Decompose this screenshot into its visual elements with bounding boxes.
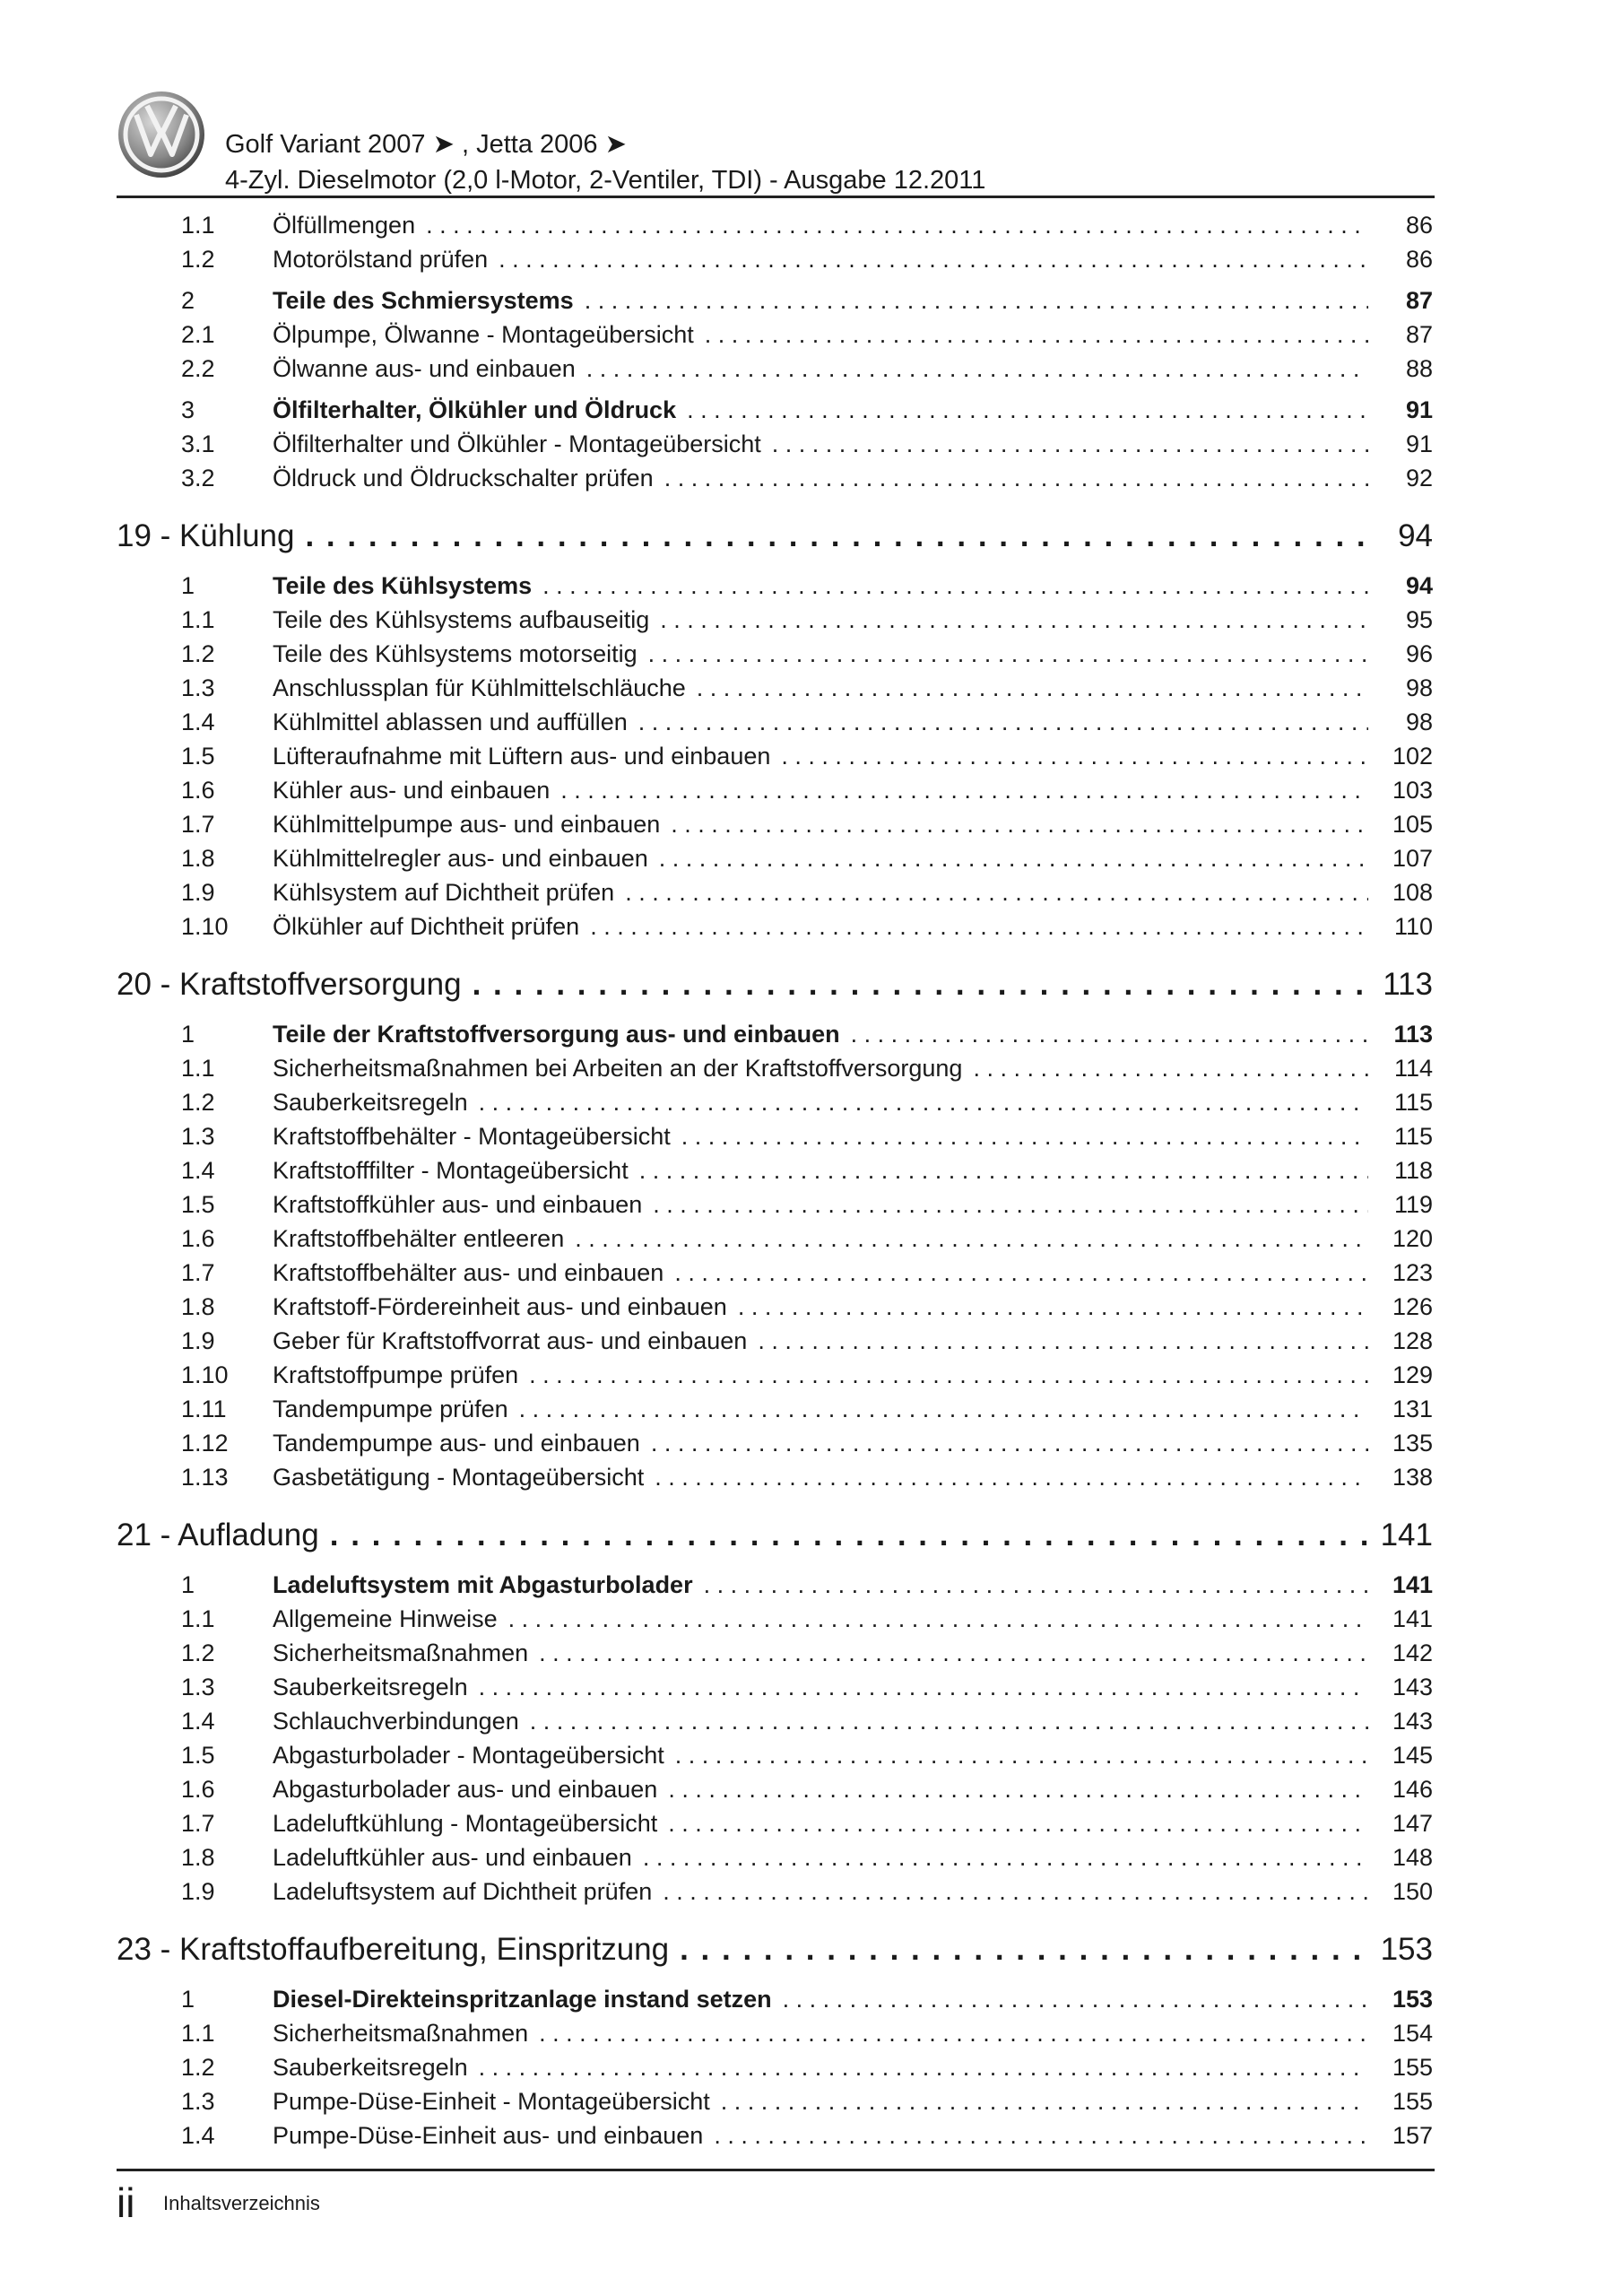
header-divider [117, 196, 1435, 198]
toc-entry-title: Abgasturbolader - Montageübersicht [273, 1742, 664, 1769]
toc-entry-number: 1.3 [181, 1123, 215, 1150]
toc-entry-page: 115 [1393, 1123, 1433, 1150]
document-subtitle: 4-Zyl. Dieselmotor (2,0 l-Motor, 2-Ventiler, TDI) - Ausgabe 12.2011 [225, 166, 986, 195]
toc-entry-title: Ölfüllmengen [273, 212, 416, 239]
dot-leader [660, 606, 1368, 634]
toc-section[interactable] [117, 287, 1433, 321]
toc-entry-number: 1.2 [181, 1639, 215, 1666]
toc-entry[interactable] [117, 1123, 1433, 1157]
toc-entry-title: Teile der Kraftstoffversorgung aus- und einbauen [273, 1021, 840, 1048]
toc-section[interactable] [117, 1986, 1433, 2020]
toc-entry[interactable] [117, 2054, 1433, 2088]
toc-entry-page: 110 [1393, 913, 1433, 940]
toc-entry[interactable] [117, 212, 1433, 246]
toc-entry-title: Lüfteraufnahme mit Lüftern aus- und einbauen [273, 743, 771, 770]
toc-entry-number: 1 [181, 1571, 195, 1598]
toc-entry-title: Anschlussplan für Kühlmittelschläuche [273, 674, 686, 701]
toc-entry-title: Tandempumpe aus- und einbauen [273, 1430, 640, 1457]
toc-entry-page: 141 [1392, 1605, 1433, 1632]
toc-entry-number: 1.8 [181, 1844, 215, 1871]
toc-entry-number: 3.1 [181, 430, 215, 457]
document-title: Golf Variant 2007 ➤ , Jetta 2006 ➤ [225, 130, 627, 159]
toc-entry[interactable] [117, 1293, 1433, 1327]
toc-entry-title: Ladeluftsystem mit Abgasturbolader [273, 1571, 693, 1598]
toc-entry-number: 1 [181, 572, 195, 599]
toc-entry-number: 2 [181, 287, 195, 314]
dot-leader [529, 1361, 1368, 1389]
toc-entry-number: 1.3 [181, 674, 215, 701]
toc-entry[interactable] [117, 2020, 1433, 2054]
dot-leader [530, 1708, 1368, 1735]
toc-chapter[interactable] [117, 1518, 1433, 1564]
toc-entry-title: Ölfilterhalter und Ölkühler - Montageübersicht [273, 430, 761, 457]
toc-entry-number: 1.7 [181, 1810, 215, 1837]
dot-leader [638, 709, 1368, 736]
toc-entry-page: 145 [1392, 1742, 1433, 1769]
toc-entry-page: 113 [1383, 967, 1433, 1002]
toc-entry-number: 1.5 [181, 1742, 215, 1769]
toc-entry-title: Kühler aus- und einbauen [273, 777, 551, 804]
toc-entry-title: Teile des Schmiersystems [273, 287, 574, 314]
toc-entry[interactable] [117, 1776, 1433, 1810]
toc-entry-title: Kühlmittel ablassen und auffüllen [273, 709, 628, 735]
toc-entry-title: Pumpe-Düse-Einheit aus- und einbauen [273, 2122, 704, 2149]
toc-entry-number: 1.6 [181, 777, 215, 804]
toc-entry-page: 129 [1392, 1361, 1433, 1388]
dot-leader [655, 1464, 1368, 1492]
dot-leader [704, 1571, 1368, 1599]
dot-leader [479, 2054, 1368, 2082]
toc-entry-number: 1.7 [181, 811, 215, 838]
dot-leader [758, 1327, 1368, 1355]
toc-entry-page: 126 [1392, 1293, 1433, 1320]
toc-entry-title: 20 - Kraftstoffversorgung [117, 967, 462, 1002]
toc-entry-page: 113 [1393, 1021, 1433, 1048]
toc-entry-number: 1.8 [181, 845, 215, 872]
toc-entry-number: 1.4 [181, 709, 215, 735]
toc-entry[interactable] [117, 606, 1433, 640]
toc-entry-page: 128 [1392, 1327, 1433, 1354]
toc-entry-title: Abgasturbolader aus- und einbauen [273, 1776, 658, 1803]
toc-entry-page: 153 [1392, 1986, 1433, 2013]
dot-leader [330, 1518, 1368, 1553]
toc-section[interactable] [117, 572, 1433, 606]
toc-entry-number: 1.8 [181, 1293, 215, 1320]
toc-entry-title: Geber für Kraftstoffvorrat aus- und einbauen [273, 1327, 748, 1354]
dot-leader [671, 811, 1368, 839]
toc-entry-title: Ölpumpe, Ölwanne - Montageübersicht [273, 321, 694, 348]
toc-entry[interactable] [117, 1225, 1433, 1259]
dot-leader [783, 1986, 1368, 2013]
toc-entry-title: Kraftstoffbehälter - Montageübersicht [273, 1123, 671, 1150]
toc-entry-title: 21 - Aufladung [117, 1518, 319, 1552]
toc-entry-page: 153 [1380, 1932, 1433, 1967]
toc-entry-page: 91 [1405, 430, 1433, 457]
dot-leader [542, 572, 1368, 600]
toc-entry-number: 1.10 [181, 1361, 229, 1388]
toc-entry-title: Öldruck und Öldruckschalter prüfen [273, 465, 654, 491]
toc-entry[interactable] [117, 1430, 1433, 1464]
toc-entry-number: 1.4 [181, 1157, 215, 1184]
toc-entry-title: Kühlsystem auf Dichtheit prüfen [273, 879, 615, 906]
dot-leader [651, 1430, 1368, 1457]
toc-entry[interactable] [117, 709, 1433, 743]
toc-entry-page: 86 [1405, 246, 1433, 273]
toc-entry-page: 94 [1398, 518, 1433, 553]
toc-entry-number: 2.2 [181, 355, 215, 382]
toc-entry[interactable] [117, 1361, 1433, 1396]
dot-leader [585, 287, 1368, 315]
toc-entry[interactable] [117, 2122, 1433, 2156]
toc-entry-number: 1.9 [181, 1878, 215, 1905]
toc-entry-number: 1.9 [181, 879, 215, 906]
toc-entry-number: 1.11 [181, 1396, 227, 1422]
toc-entry[interactable] [117, 1810, 1433, 1844]
toc-entry-title: Sauberkeitsregeln [273, 2054, 468, 2081]
toc-entry[interactable] [117, 1396, 1433, 1430]
toc-entry-page: 88 [1405, 355, 1433, 382]
toc-entry[interactable] [117, 465, 1433, 499]
toc-entry-page: 135 [1392, 1430, 1433, 1457]
toc-entry[interactable] [117, 777, 1433, 811]
toc-entry[interactable] [117, 845, 1433, 879]
toc-entry-number: 1.9 [181, 1327, 215, 1354]
dot-leader [668, 1776, 1368, 1804]
table-of-contents [117, 212, 1433, 2156]
dot-leader [426, 212, 1368, 239]
toc-entry[interactable] [117, 1464, 1433, 1498]
toc-chapter[interactable] [117, 1932, 1433, 1979]
toc-entry-title: Sicherheitsmaßnahmen bei Arbeiten an der Kraftstoffversorgung [273, 1055, 963, 1082]
toc-entry[interactable] [117, 1055, 1433, 1089]
dot-leader [705, 321, 1368, 349]
toc-entry-title: Ladeluftkühler aus- und einbauen [273, 1844, 632, 1871]
toc-entry-title: Kühlmittelpumpe aus- und einbauen [273, 811, 661, 838]
toc-entry-page: 98 [1405, 674, 1433, 701]
toc-entry-number: 1.6 [181, 1225, 215, 1252]
dot-leader [539, 2020, 1368, 2048]
toc-entry[interactable] [117, 1157, 1433, 1191]
toc-entry-title: Kraftstoffbehälter entleeren [273, 1225, 565, 1252]
toc-entry[interactable] [117, 1708, 1433, 1742]
toc-entry-number: 1.4 [181, 2122, 215, 2149]
toc-entry-page: 98 [1405, 709, 1433, 735]
toc-entry[interactable] [117, 1844, 1433, 1878]
dot-leader [473, 967, 1368, 1003]
toc-entry[interactable] [117, 1605, 1433, 1639]
dot-leader [625, 879, 1368, 907]
toc-entry-page: 147 [1392, 1810, 1433, 1837]
toc-entry-page: 119 [1393, 1191, 1433, 1218]
toc-entry[interactable] [117, 811, 1433, 845]
toc-entry[interactable] [117, 1639, 1433, 1674]
footer-divider [117, 2169, 1435, 2171]
toc-entry[interactable] [117, 640, 1433, 674]
toc-entry-page: 87 [1405, 287, 1433, 314]
toc-entry-number: 1.1 [181, 2020, 215, 2047]
toc-entry-title: Kraftstoffkühler aus- und einbauen [273, 1191, 643, 1218]
toc-entry-page: 102 [1392, 743, 1433, 770]
toc-entry-number: 1.13 [181, 1464, 229, 1491]
toc-entry-number: 3 [181, 396, 195, 423]
toc-section[interactable] [117, 1571, 1433, 1605]
toc-entry-number: 1.2 [181, 2054, 215, 2081]
toc-entry-number: 1.10 [181, 913, 229, 940]
toc-entry-page: 155 [1392, 2088, 1433, 2115]
toc-entry-title: Ölfilterhalter, Ölkühler und Öldruck [273, 396, 677, 423]
toc-entry-title: Kraftstoff-Fördereinheit aus- und einbauen [273, 1293, 727, 1320]
toc-entry-number: 3.2 [181, 465, 215, 491]
toc-entry-title: Ladeluftkühlung - Montageübersicht [273, 1810, 658, 1837]
toc-entry-page: 96 [1405, 640, 1433, 667]
toc-entry[interactable] [117, 1191, 1433, 1225]
dot-leader [668, 1810, 1368, 1838]
toc-entry-title: 23 - Kraftstoffaufbereitung, Einspritzung [117, 1932, 670, 1967]
footer-label: Inhaltsverzeichnis [163, 2192, 320, 2214]
toc-entry-number: 1.1 [181, 1055, 215, 1082]
toc-entry-page: 91 [1405, 396, 1433, 423]
toc-entry[interactable] [117, 674, 1433, 709]
toc-entry-title: Gasbetätigung - Montageübersicht [273, 1464, 645, 1491]
toc-entry-page: 150 [1392, 1878, 1433, 1905]
dot-leader [659, 845, 1368, 873]
dot-leader [721, 2088, 1368, 2116]
dot-leader [781, 743, 1368, 770]
dot-leader [674, 1259, 1368, 1287]
toc-entry-page: 103 [1392, 777, 1433, 804]
dot-leader [648, 640, 1368, 668]
toc-entry-number: 1.1 [181, 606, 215, 633]
toc-entry-title: Pumpe-Düse-Einheit - Montageübersicht [273, 2088, 710, 2115]
toc-entry[interactable] [117, 1089, 1433, 1123]
page-number: ii [117, 2179, 135, 2226]
dot-leader [663, 1878, 1368, 1906]
dot-leader [697, 674, 1368, 702]
toc-entry-page: 143 [1392, 1674, 1433, 1700]
dot-leader [681, 1123, 1368, 1151]
toc-entry-title: Sauberkeitsregeln [273, 1089, 468, 1116]
dot-leader [305, 518, 1368, 554]
toc-entry-page: 142 [1392, 1639, 1433, 1666]
dot-leader [851, 1021, 1368, 1048]
dot-leader [539, 1639, 1368, 1667]
toc-entry-title: Kühlmittelregler aus- und einbauen [273, 845, 648, 872]
toc-entry-title: Tandempumpe prüfen [273, 1396, 508, 1422]
toc-entry-page: 105 [1392, 811, 1433, 838]
toc-entry-title: Kraftstoffpumpe prüfen [273, 1361, 519, 1388]
toc-entry-number: 1.1 [181, 1605, 215, 1632]
dot-leader [560, 777, 1368, 804]
toc-entry[interactable] [117, 1259, 1433, 1293]
toc-entry-title: Sicherheitsmaßnahmen [273, 2020, 529, 2047]
dot-leader [664, 465, 1368, 492]
toc-entry-number: 1.6 [181, 1776, 215, 1803]
toc-entry-number: 1.2 [181, 640, 215, 667]
toc-entry-title: Kraftstoffbehälter aus- und einbauen [273, 1259, 664, 1286]
toc-entry-page: 87 [1405, 321, 1433, 348]
toc-entry[interactable] [117, 1878, 1433, 1912]
dot-leader [479, 1089, 1368, 1117]
dot-leader [738, 1293, 1368, 1321]
toc-entry-page: 155 [1392, 2054, 1433, 2081]
toc-entry-page: 95 [1405, 606, 1433, 633]
dot-leader [680, 1932, 1368, 1968]
toc-entry-title: Teile des Kühlsystems motorseitig [273, 640, 638, 667]
toc-entry-page: 157 [1392, 2122, 1433, 2149]
toc-entry-number: 1.12 [181, 1430, 229, 1457]
toc-entry-page: 143 [1392, 1708, 1433, 1735]
toc-entry-page: 148 [1392, 1844, 1433, 1871]
toc-entry[interactable] [117, 1674, 1433, 1708]
dot-leader [653, 1191, 1368, 1219]
dot-leader [586, 355, 1368, 383]
toc-entry-number: 1.5 [181, 1191, 215, 1218]
toc-entry-page: 107 [1392, 845, 1433, 872]
toc-entry[interactable] [117, 321, 1433, 355]
toc-entry-title: Sauberkeitsregeln [273, 1674, 468, 1700]
vw-logo-icon [117, 90, 206, 179]
toc-entry-page: 131 [1392, 1396, 1433, 1422]
toc-entry-page: 86 [1405, 212, 1433, 239]
toc-entry[interactable] [117, 879, 1433, 913]
toc-entry-title: Ladeluftsystem auf Dichtheit prüfen [273, 1878, 653, 1905]
toc-entry-page: 115 [1393, 1089, 1433, 1116]
toc-entry-title: Motorölstand prüfen [273, 246, 489, 273]
dot-leader [643, 1844, 1368, 1872]
toc-entry-title: Ölwanne aus- und einbauen [273, 355, 576, 382]
toc-entry[interactable] [117, 1742, 1433, 1776]
dot-leader [479, 1674, 1368, 1701]
toc-entry-number: 1 [181, 1986, 195, 2013]
toc-entry-page: 118 [1393, 1157, 1433, 1184]
toc-entry-title: Kraftstofffilter - Montageübersicht [273, 1157, 629, 1184]
toc-entry-title: Teile des Kühlsystems aufbauseitig [273, 606, 650, 633]
toc-entry-number: 1.5 [181, 743, 215, 770]
dot-leader [508, 1605, 1368, 1633]
toc-entry-page: 94 [1405, 572, 1433, 599]
dot-leader [499, 246, 1368, 274]
dot-leader [519, 1396, 1368, 1423]
toc-entry-number: 1.3 [181, 2088, 215, 2115]
dot-leader [575, 1225, 1368, 1253]
toc-entry-page: 123 [1392, 1259, 1433, 1286]
toc-entry-page: 141 [1392, 1571, 1433, 1598]
toc-entry[interactable] [117, 246, 1433, 280]
toc-entry-number: 1.2 [181, 246, 215, 273]
toc-entry-number: 1.4 [181, 1708, 215, 1735]
toc-entry-page: 92 [1405, 465, 1433, 491]
toc-entry-page: 120 [1392, 1225, 1433, 1252]
toc-entry-title: 19 - Kühlung [117, 518, 295, 553]
toc-entry-page: 108 [1392, 879, 1433, 906]
toc-entry[interactable] [117, 743, 1433, 777]
toc-entry-page: 154 [1392, 2020, 1433, 2047]
toc-entry-title: Schlauchverbindungen [273, 1708, 519, 1735]
toc-entry-title: Teile des Kühlsystems [273, 572, 533, 599]
toc-chapter[interactable] [117, 967, 1433, 1013]
toc-entry-page: 114 [1393, 1055, 1433, 1082]
toc-entry-title: Sicherheitsmaßnahmen [273, 1639, 529, 1666]
toc-entry-title: Diesel-Direkteinspritzanlage instand setzen [273, 1986, 772, 2013]
toc-entry-number: 1.1 [181, 212, 215, 239]
toc-entry-page: 138 [1392, 1464, 1433, 1491]
toc-section[interactable] [117, 1021, 1433, 1055]
toc-entry-page: 146 [1392, 1776, 1433, 1803]
toc-entry-title: Allgemeine Hinweise [273, 1605, 498, 1632]
dot-leader [675, 1742, 1368, 1770]
toc-section[interactable] [117, 396, 1433, 430]
toc-entry-number: 1.2 [181, 1089, 215, 1116]
dot-leader [687, 396, 1368, 424]
toc-entry[interactable] [117, 430, 1433, 465]
toc-entry-number: 2.1 [181, 321, 215, 348]
toc-entry-title: Ölkühler auf Dichtheit prüfen [273, 913, 580, 940]
toc-entry-number: 1 [181, 1021, 195, 1048]
toc-chapter[interactable] [117, 518, 1433, 565]
dot-leader [590, 913, 1368, 941]
toc-entry[interactable] [117, 2088, 1433, 2122]
dot-leader [772, 430, 1368, 458]
toc-entry-number: 1.3 [181, 1674, 215, 1700]
toc-entry[interactable] [117, 913, 1433, 947]
toc-entry-number: 1.7 [181, 1259, 215, 1286]
toc-entry-page: 141 [1380, 1518, 1433, 1552]
dot-leader [639, 1157, 1368, 1185]
toc-entry[interactable] [117, 1327, 1433, 1361]
toc-entry[interactable] [117, 355, 1433, 389]
dot-leader [973, 1055, 1368, 1083]
dot-leader [714, 2122, 1368, 2150]
